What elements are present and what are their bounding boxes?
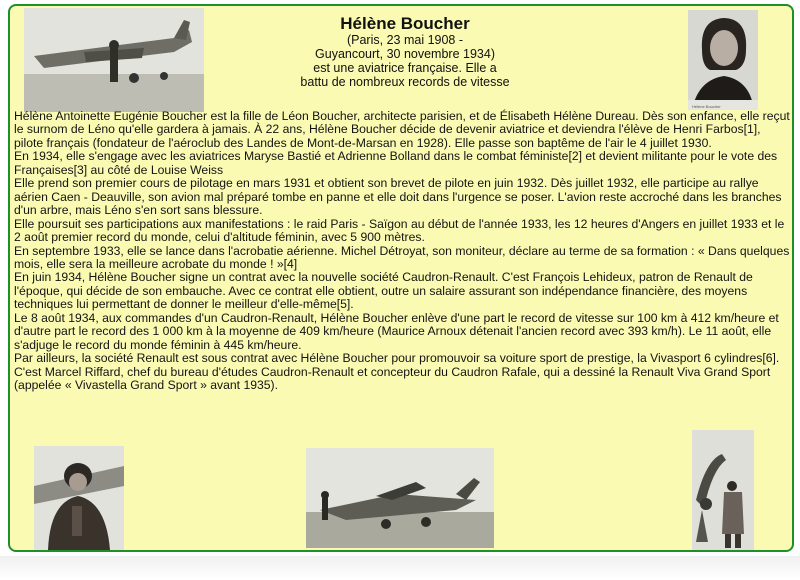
photo-aviatrix-bottom-left bbox=[34, 446, 124, 550]
document-card bbox=[8, 4, 794, 552]
title-line-3: est une aviatrice française. Elle a bbox=[313, 61, 497, 75]
photo-plane-bottom-center bbox=[306, 448, 494, 548]
paragraph: Elle poursuit ses participations aux manifestations : le raid Paris - Saïgon au début de l'année 1933, les 12 heures d'Angers en juillet 1933 et le 2 août premier record du monde, celui d'altitude féminin, avec 5 900 mètres. bbox=[14, 216, 785, 245]
page-title: Hélène Boucher bbox=[340, 14, 470, 33]
page-bottom-margin bbox=[0, 556, 800, 580]
article-body bbox=[14, 110, 792, 393]
title-block bbox=[260, 14, 550, 89]
title-line-1: (Paris, 23 mai 1908 - bbox=[346, 33, 464, 47]
photo-plane-top-left bbox=[24, 8, 204, 112]
paragraph: Par ailleurs, la société Renault est sous contrat avec Hélène Boucher pour promouvoir sa voiture sport de prestige, la Vivasport 6 cylindres[6]. C'est Marcel Riffard, chef du bureau d'études Caudron-Renault et concepteur du Caudron Rafale, qui a dessiné la Renault Viva Grand Sport (appelée « Vivastella Grand Sport » avant 1935). bbox=[14, 351, 780, 393]
title-line-4: battu de nombreux records de vitesse bbox=[300, 75, 510, 89]
paragraph: Le 8 août 1934, aux commandes d'un Caudron-Renault, Hélène Boucher enlève d'une part le record de vitesse sur 100 km à 412 km/heure et d'autre part le record des 1 000 km à la moyenne de 409 km/heure (Maurice Arnoux détenait l'ancien record avec 393 km/h). Le 11 août, elle s'adjuge le record du monde féminin à 445 km/heure. bbox=[14, 310, 779, 352]
photo-propeller-bottom-right bbox=[692, 430, 754, 550]
paragraph: Elle prend son premier cours de pilotage en mars 1931 et obtient son brevet de pilote en juin 1932. Dès juillet 1932, elle participe au rallye aérien Caen - Deauville, son avion mal préparé tombe en panne et elle doit dans l'urgence se poser. L'avion reste accroché dans les branches d'un arbre, mais Léno s'en sort sans blessure. bbox=[14, 176, 782, 218]
portrait-photo bbox=[688, 10, 758, 110]
portrait-caption: Hélène Boucher bbox=[692, 104, 721, 109]
paragraph: En 1934, elle s'engage avec les aviatrices Maryse Bastié et Adrienne Bolland dans le combat féministe[2] et devient militante pour le vote des Françaises[3] au côté de Louise Weiss bbox=[14, 149, 778, 177]
title-line-2: Guyancourt, 30 novembre 1934) bbox=[315, 47, 495, 61]
paragraph: En juin 1934, Hélène Boucher signe un contrat avec la nouvelle société Caudron-Renault. C'est François Lehideux, patron de Renault de l'époque, qui décide de son embauche. Avec ce contrat elle obtient, outre un salaire assurant son indépendance financière, des moyens techniques lui permettant de donner le meilleur d'elle-même[5]. bbox=[14, 270, 753, 312]
paragraph: Hélène Antoinette Eugénie Boucher est la fille de Léon Boucher, architecte parisien, et de Élisabeth Hélène Dureau. Dès son enfance, elle reçut le surnom de Léno qu'elle gardera à jamais. À 22 ans, Hélène Boucher décide de devenir aviatrice et deviendra l'élève de Henri Farbos[1], pilote français (fondateur de l'aéroclub des Landes de Mont-de-Marsan en 1928). Elle passe son baptême de l'air le 4 juillet 1930. bbox=[14, 109, 790, 150]
paragraph: En septembre 1933, elle se lance dans l'acrobatie aérienne. Michel Détroyat, son moniteur, déclare au terme de sa formation : « Dans quelques mois, elle sera la meilleure acrobate du monde ! »[4] bbox=[14, 243, 790, 271]
